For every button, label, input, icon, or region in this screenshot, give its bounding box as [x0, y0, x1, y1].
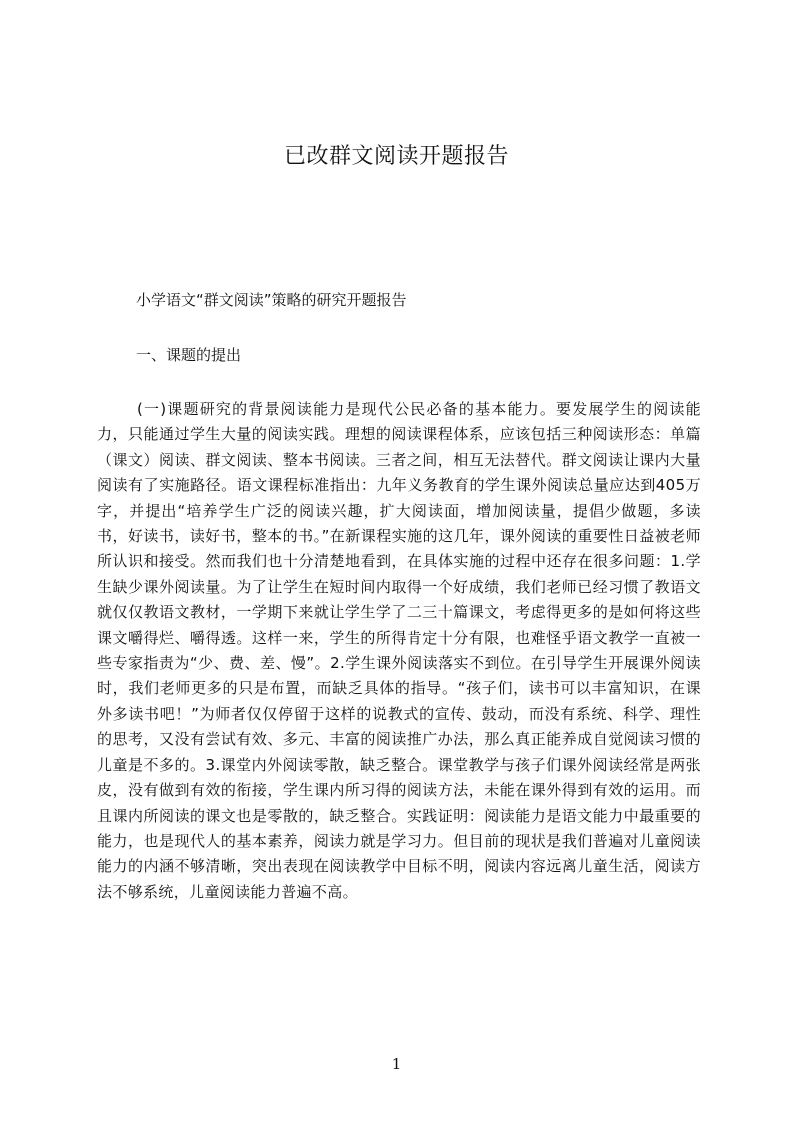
section-heading: 一、课题的提出: [136, 346, 242, 364]
body-paragraph: (一)课题研究的背景阅读能力是现代公民必备的基本能力。要发展学生的阅读能力，只能通过学生大量的阅读实践。理想的阅读课程体系，应该包括三种阅读形态：单篇（课文）阅读、群文阅读、整本书阅读。三者之间，相互无法替代。群文阅读让课内大量阅读有了实施路径。语文课程标准指出：九年义务教育的学生课外阅读总量应达到405万字，并提出“培养学生广泛的阅读兴趣，扩大阅读面，增加阅读量，提倡少做题，多读书，好读书，读好书，整本的书。”在新课程实施的这几年，课外阅读的重要性日益被老师所认识和接受。然而我们也十分清楚地看到，在具体实施的过程中还存在很多问题：1.学生缺少课外阅读量。为了让学生在短时间内取得一个好成绩，我们老师已经习惯了教语文就仅仅教语文教材，一学期下来就让学生学了二三十篇课文，考虑得更多的是如何将这些课文嚼得烂、嚼得透。这样一来，学生的所得肯定十分有限，也难怪乎语文教学一直被一些专家指责为“少、费、差、慢”。2.学生课外阅读落实不到位。在引导学生开展课外阅读时，我们老师更多的只是布置，而缺乏具体的指导。“孩子们，读书可以丰富知识，在课外多读书吧！”为师者仅仅停留于这样的说教式的宣传、鼓动，而没有系统、科学、理性的思考，又没有尝试有效、多元、丰富的阅读推广办法，那么真正能养成自觉阅读习惯的儿童是不多的。3.课堂内外阅读零散，缺乏整合。课堂教学与孩子们课外阅读经常是两张皮，没有做到有效的衔接，学生课内所习得的阅读方法，未能在课外得到有效的运用。而且课内所阅读的课文也是零散的，缺乏整合。实践证明：阅读能力是语文能力中最重要的能力，也是现代人的基本素养，阅读力就是学习力。但目前的现状是我们普遍对儿童阅读能力的内涵不够清晰，突出表现在阅读教学中目标不明，阅读内容远离儿童生活，阅读方法不够系统，儿童阅读能力普遍不高。: [97, 400, 701, 901]
document-title: 已改群文阅读开题报告: [283, 144, 509, 169]
page-number: 1: [391, 1055, 402, 1073]
report-subtitle: 小学语文“群文阅读”策略的研究开题报告: [136, 291, 407, 309]
